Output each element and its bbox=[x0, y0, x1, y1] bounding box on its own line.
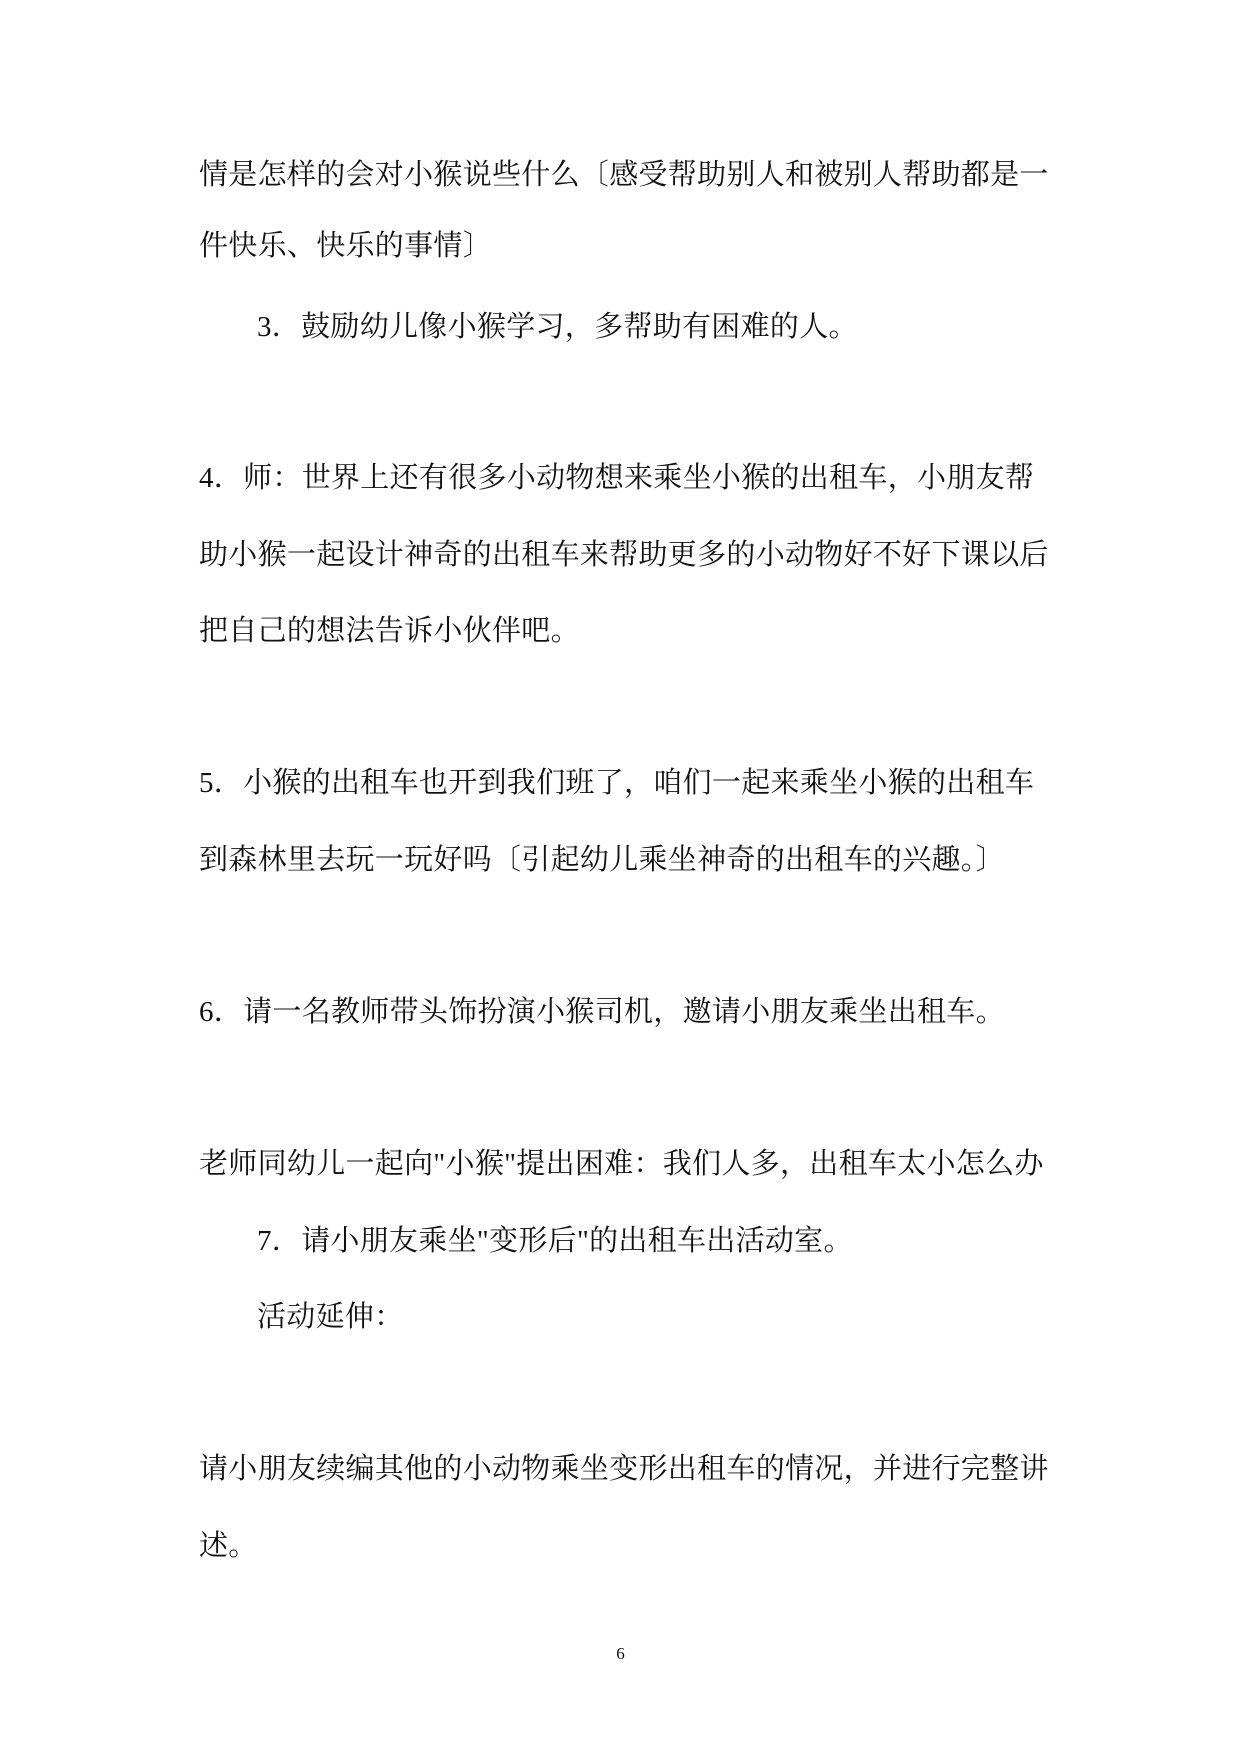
text-line: 4．师：世界上还有很多小动物想来乘坐小猴的出租车，小朋友帮 bbox=[199, 462, 1035, 494]
text-line: 件快乐、快乐的事情〕 bbox=[199, 230, 493, 262]
text-line: 到森林里去玩一玩好吗〔引起幼儿乘坐神奇的出租车的兴趣。〕 bbox=[199, 844, 1005, 876]
text-line: 请小朋友续编其他的小动物乘坐变形出租车的情况，并进行完整讲 bbox=[199, 1453, 1049, 1485]
text-line: 情是怎样的会对小猴说些什么〔感受帮助别人和被别人帮助都是一 bbox=[199, 159, 1049, 191]
text-line: 7．请小朋友乘坐"变形后"的出租车出活动室。 bbox=[257, 1225, 853, 1257]
section-heading: 活动延伸： bbox=[257, 1301, 404, 1333]
text-line: 6．请一名教师带头饰扮演小猴司机，邀请小朋友乘坐出租车。 bbox=[199, 996, 1005, 1028]
text-line: 老师同幼儿一起向"小猴"提出困难：我们人多，出租车太小怎么办 bbox=[199, 1148, 1044, 1180]
text-line: 3．鼓励幼儿像小猴学习，多帮助有困难的人。 bbox=[257, 311, 858, 343]
text-line: 助小猴一起设计神奇的出租车来帮助更多的小动物好不好下课以后 bbox=[199, 539, 1049, 571]
text-line: 述。 bbox=[199, 1530, 258, 1562]
text-line: 5．小猴的出租车也开到我们班了，咱们一起来乘坐小猴的出租车 bbox=[199, 767, 1035, 799]
page-number: 6 bbox=[616, 1644, 625, 1663]
text-line: 把自己的想法告诉小伙伴吧。 bbox=[199, 615, 580, 647]
